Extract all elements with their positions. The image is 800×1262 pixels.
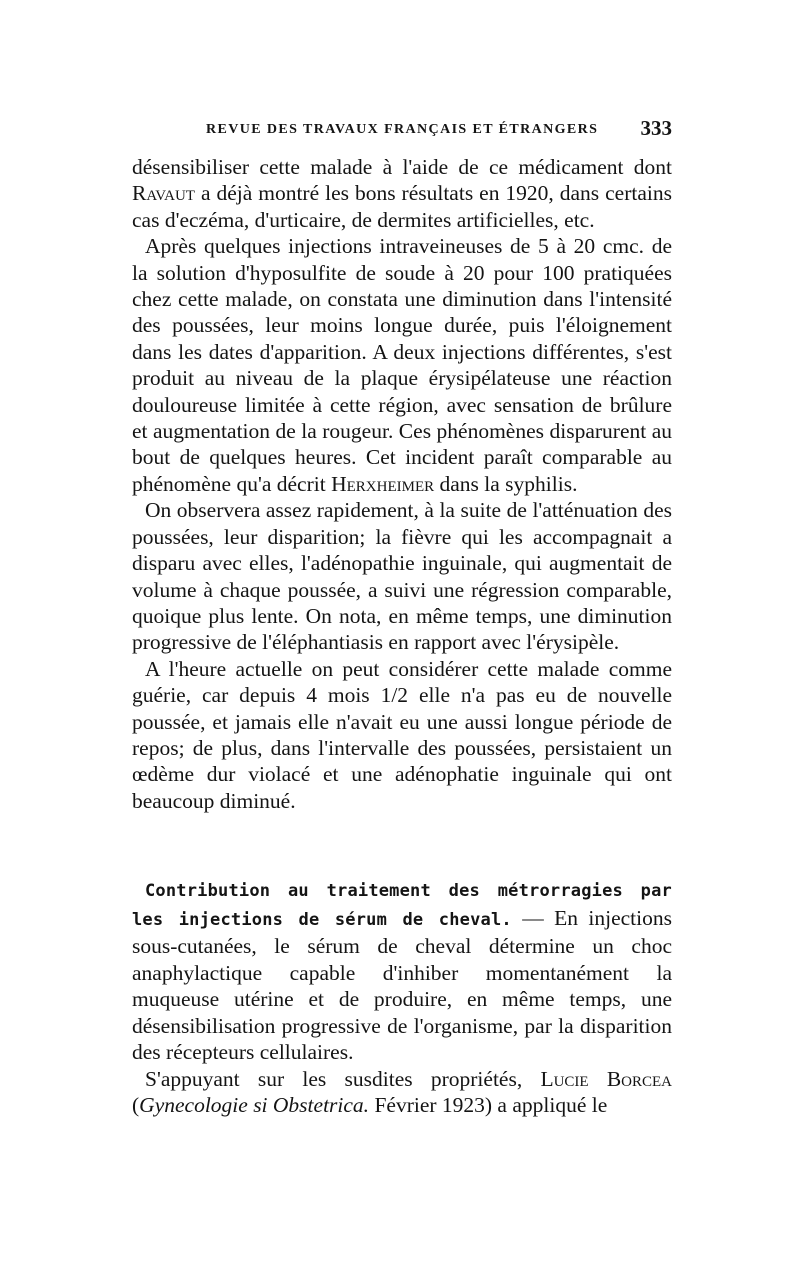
paragraph-2: Après quelques injections intraveineuses de 5 à 20 cmc. de la solution d'hyposulfite de soude à 20 pour 100 pratiquées chez cette malade, on constata une diminution dans l'intensité des poussées, leur moins longue durée, puis l'éloignement dans les dates d'apparition. A deux injections différentes, s'est produit au niveau de la plaque érysipélateuse une réaction douloureuse limitée à cette région, avec sensation de brûlure et augmentation de la rougeur. Ces phénomènes disparurent au bout de quelques heures. Cet incident paraît comparable au phénomène qu'a décrit Herxheimer dans la syphilis.: [132, 234, 672, 496]
body-text: [132, 154, 672, 814]
author-name: Ravaut: [132, 181, 195, 206]
running-head: REVUE DES TRAVAUX FRANÇAIS ET ÉTRANGERS: [206, 122, 599, 137]
section-paragraph-2: S'appuyant sur les susdites propriétés, Lucie Borcea (Gynecologie si Obstetrica. Février 1923) a appliqué le: [132, 1066, 673, 1117]
paragraph-4: A l'heure actuelle on peut considérer cette malade comme guérie, car depuis 4 mois 1/2 elle n'a pas eu de nouvelle poussée, et jamais elle n'avait eu une aussi longue période de repos; de plus, dans l'intervalle des poussées, persistaient un œdème dur violacé et une adénophatie inguinale qui ont beaucoup diminué.: [132, 656, 672, 813]
page-number: 333: [640, 116, 672, 140]
page-header: [132, 118, 672, 148]
author-name: Herxheimer: [331, 471, 435, 496]
author-name: Lucie Borcea: [540, 1066, 673, 1091]
journal-title: Gynecologie si Obstetrica.: [139, 1093, 370, 1117]
article-section: [132, 876, 672, 1119]
paragraph-1: désensibiliser cette malade à l'aide de ce médicament dont Ravaut a déjà montré les bons résultats en 1920, dans certains cas d'eczéma, d'urticaire, de dermites artificielles, etc.: [132, 155, 672, 232]
section-title: Contribution au traitement des métrorragies par les injections de sérum de cheval.: [132, 881, 672, 930]
section-lead-paragraph: Contribution au traitement des métrorragies par les injections de sérum de cheval. — En injections sous-cutanées, le sérum de cheval détermine un choc anaphylactique capable d'inhiber momentanément la muqueuse utérine et de produire, en même temps, une désensibilisation progressive de l'organisme, par la disparition des récepteurs cellulaires.: [132, 881, 672, 1064]
paragraph-3: On observera assez rapidement, à la suite de l'atténuation des poussées, leur disparition; la fièvre qui les accompagnait a disparu avec elles, l'adénopathie inguinale, qui augmentait de volume à chaque poussée, a suivi une régression comparable, quoique plus lente. On nota, en même temps, une diminution progressive de l'éléphantiasis en rapport avec l'érysipèle.: [132, 498, 672, 655]
